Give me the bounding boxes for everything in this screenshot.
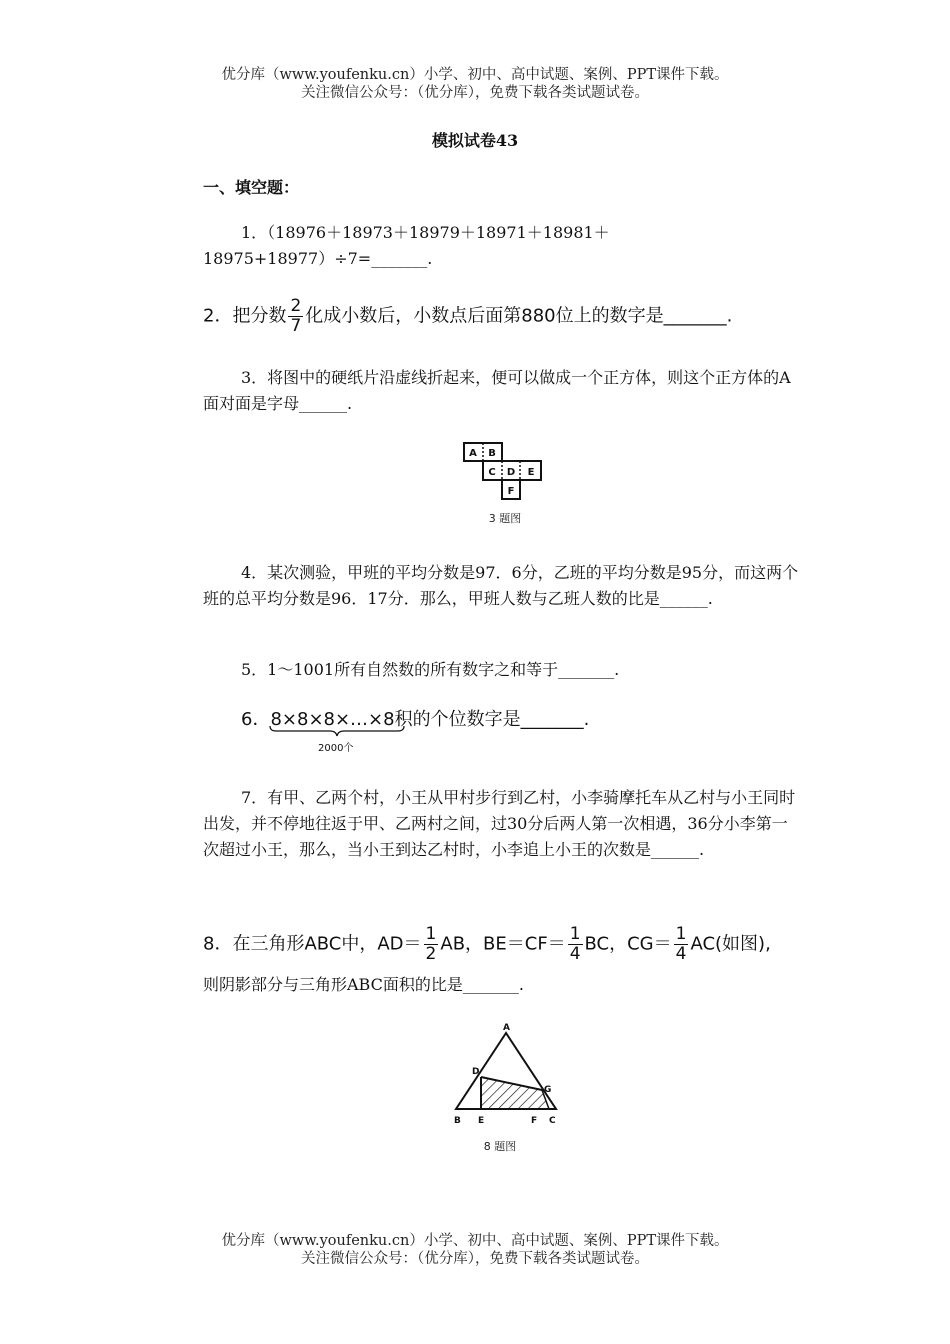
question-8-line-2: 则阴影部分与三角形ABC面积的比是_______. <box>203 975 524 994</box>
question-1-line-2: 18975+18977）÷7=_______. <box>203 249 433 268</box>
fraction-denominator: 7 <box>290 316 302 336</box>
net-label-f: F <box>507 486 515 497</box>
fraction-1-2 <box>424 925 439 964</box>
question-6-suffix: 积的个位数字是_______. <box>394 709 590 730</box>
fraction-1-4 <box>674 925 689 964</box>
fraction-numerator: 1 <box>675 924 687 944</box>
fraction-numerator: 1 <box>425 924 437 944</box>
figure-8-caption: 8 题图 <box>483 1140 517 1153</box>
triangle-figure <box>448 1020 563 1160</box>
point-label-g: G <box>544 1085 552 1095</box>
fraction-denominator: 2 <box>425 944 437 964</box>
fraction-numerator: 1 <box>569 924 581 944</box>
question-3: 3．将图中的硬纸片沿虚线折起来，便可以做成一个正方体，则这个正方体的A面对面是字母______. <box>203 368 791 413</box>
net-label-e: E <box>527 467 535 478</box>
vertex-label-a: A <box>503 1023 510 1033</box>
point-label-f: F <box>531 1116 538 1126</box>
fraction-denominator: 4 <box>569 944 581 964</box>
section-heading: 一、填空题： <box>203 178 300 197</box>
footer-line-1: 优分库（www.youfenku.cn）小学、初中、高中试题、案例、PPT课件下载。 <box>221 1233 729 1249</box>
net-label-c: C <box>488 467 496 478</box>
vertex-label-b: B <box>454 1116 461 1126</box>
page-footer <box>0 1232 950 1268</box>
footer-line-2: 关注微信公众号：（优分库），免费下载各类试题试卷。 <box>301 1251 649 1267</box>
question-6-prefix: 6． <box>241 709 271 730</box>
fraction-denominator: 4 <box>675 944 687 964</box>
question-8-suffix: AC(如图), <box>690 933 771 955</box>
underbrace-label: 2000个 <box>318 743 354 754</box>
fraction-1-4 <box>568 925 583 964</box>
header-line-1: 优分库（www.youfenku.cn）小学、初中、高中试题、案例、PPT课件下载。 <box>221 67 729 83</box>
fraction-2-7 <box>288 297 303 336</box>
net-label-b: B <box>488 448 496 459</box>
figure-3-caption: 3 题图 <box>488 512 522 525</box>
net-label-d: D <box>506 467 516 478</box>
header-line-2: 关注微信公众号：（优分库），免费下载各类试题试卷。 <box>301 85 649 101</box>
question-8-mid-1: AB，BE＝CF＝ <box>440 933 566 955</box>
question-2-prefix: 2．把分数 <box>203 305 287 327</box>
underbrace-path <box>270 726 404 736</box>
page-header <box>0 66 950 102</box>
page-title: 模拟试卷43 <box>431 131 519 150</box>
question-4: 4．某次测验，甲班的平均分数是97．6分，乙班的平均分数是95分，而这两个班的总平均分数是96．17分．那么，甲班人数与乙班人数的比是______. <box>203 563 799 608</box>
fraction-numerator: 2 <box>290 296 302 316</box>
point-label-e: E <box>478 1116 485 1126</box>
question-8-line-1 <box>203 925 771 964</box>
question-8-prefix: 8．在三角形ABC中，AD＝ <box>203 933 422 955</box>
question-1-line-1: 1．（18976＋18973＋18979＋18971＋18981＋ <box>241 223 610 242</box>
point-label-d: D <box>472 1067 480 1077</box>
question-5: 5．1～1001所有自然数的所有数字之和等于_______. <box>241 660 620 679</box>
question-2 <box>203 297 823 336</box>
vertex-label-c: C <box>549 1116 556 1126</box>
net-label-a: A <box>469 448 477 459</box>
question-6-expression: 8×8×8×…×8 <box>270 709 395 730</box>
question-1 <box>203 220 803 272</box>
question-8-mid-2: BC，CG＝ <box>584 933 672 955</box>
question-7: 7．有甲、乙两个村，小王从甲村步行到乙村，小李骑摩托车从乙村与小王同时出发，并不停地往返于甲、乙两村之间，过30分后两人第一次相遇，36分小李第一次超过小王，那么，当小王到达乙村时，小李追上小王的次数是______. <box>203 788 796 859</box>
cube-net-figure <box>460 440 550 530</box>
question-2-suffix: 化成小数后，小数点后面第880位上的数字是_______. <box>305 305 733 327</box>
